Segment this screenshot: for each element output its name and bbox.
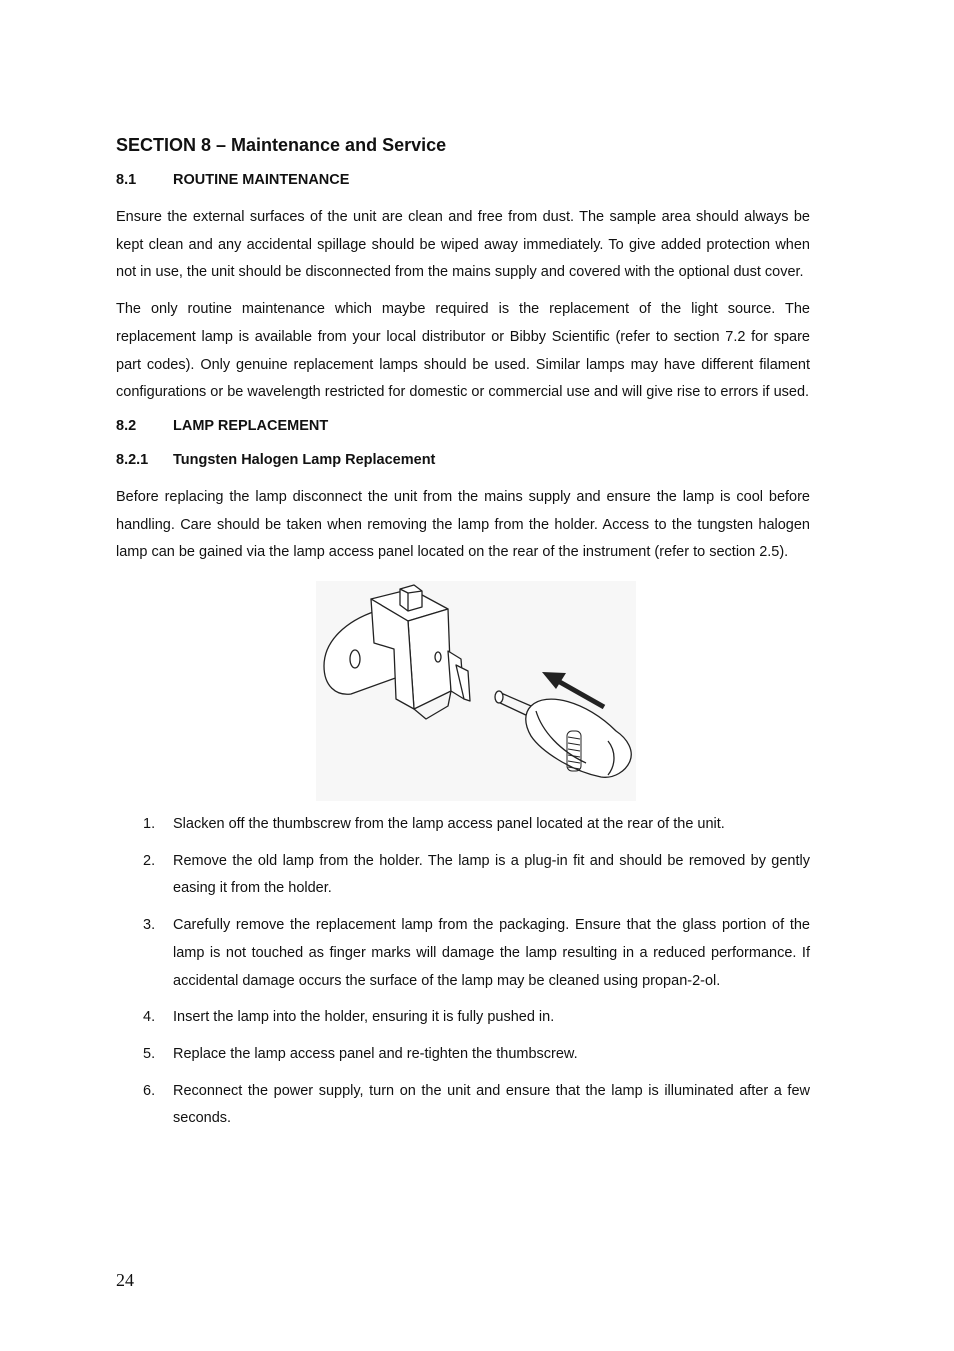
replacement-steps-list	[116, 811, 810, 1133]
step-text: Remove the old lamp from the holder. The lamp is a plug-in fit and should be removed by gently easing it from the holder.	[173, 852, 810, 897]
heading-number: 8.1	[116, 172, 137, 188]
heading-text: ROUTINE MAINTENANCE	[173, 172, 350, 188]
heading-number: 8.2	[116, 417, 137, 434]
heading-8-2-1	[116, 450, 810, 470]
page-number: 24	[116, 1270, 134, 1290]
list-item	[116, 811, 810, 839]
heading-8-1	[116, 170, 810, 190]
step-text: Insert the lamp into the holder, ensuring it is fully pushed in.	[173, 1009, 555, 1026]
step-number: 1.	[143, 816, 156, 833]
step-text: Reconnect the power supply, turn on the unit and ensure that the lamp is illuminated after a few seconds.	[173, 1082, 810, 1127]
step-number: 6.	[143, 1082, 156, 1099]
page-content	[116, 132, 810, 1142]
lamp-replacement-illustration	[316, 581, 636, 801]
paragraph-routine-1: Ensure the external surfaces of the unit are clean and free from dust. The sample area should always be kept clean and any accidental spillage should be wiped away immediately. To give added protection when not in use, the unit should be disconnected from the mains supply and covered with the optional dust cover.	[116, 209, 810, 281]
paragraph-routine-2: The only routine maintenance which maybe required is the replacement of the light source. The replacement lamp is available from your local distributor or Bibby Scientific (refer to section 7.2 for spare part codes). Only genuine replacement lamps should be used. Similar lamps may have different filament configurations or be wavelength restricted for domestic or commercial use and will give rise to errors if used.	[116, 301, 810, 401]
section-title: SECTION 8 – Maintenance and Service	[116, 135, 447, 155]
step-number: 2.	[143, 852, 156, 869]
heading-8-2	[116, 416, 810, 436]
heading-text: Tungsten Halogen Lamp Replacement	[173, 451, 436, 468]
step-text: Carefully remove the replacement lamp from the packaging. Ensure that the glass portion of the lamp is not touched as finger marks will damage the lamp resulting in a reduced performance. If accidental damage occurs the surface of the lamp may be cleaned using propan-2-ol.	[173, 917, 810, 989]
step-number: 5.	[143, 1045, 156, 1062]
paragraph-lamp-replacement: Before replacing the lamp disconnect the unit from the mains supply and ensure the lamp is cool before handling. Care should be taken when removing the lamp from the holder. Access to the tungsten halogen lamp can be gained via the lamp access panel located on the rear of the instrument (refer to section 2.5).	[116, 488, 810, 561]
list-item	[116, 912, 810, 995]
list-item	[116, 1078, 810, 1133]
step-text: Replace the lamp access panel and re-tighten the thumbscrew.	[173, 1045, 578, 1062]
step-text: Slacken off the thumbscrew from the lamp access panel located at the rear of the unit.	[173, 816, 725, 833]
step-number: 3.	[143, 917, 156, 934]
list-item	[116, 1041, 810, 1069]
heading-text: LAMP REPLACEMENT	[173, 417, 329, 434]
list-item	[116, 1004, 810, 1032]
step-number: 4.	[143, 1009, 156, 1026]
heading-number: 8.2.1	[116, 451, 149, 468]
list-item	[116, 848, 810, 903]
